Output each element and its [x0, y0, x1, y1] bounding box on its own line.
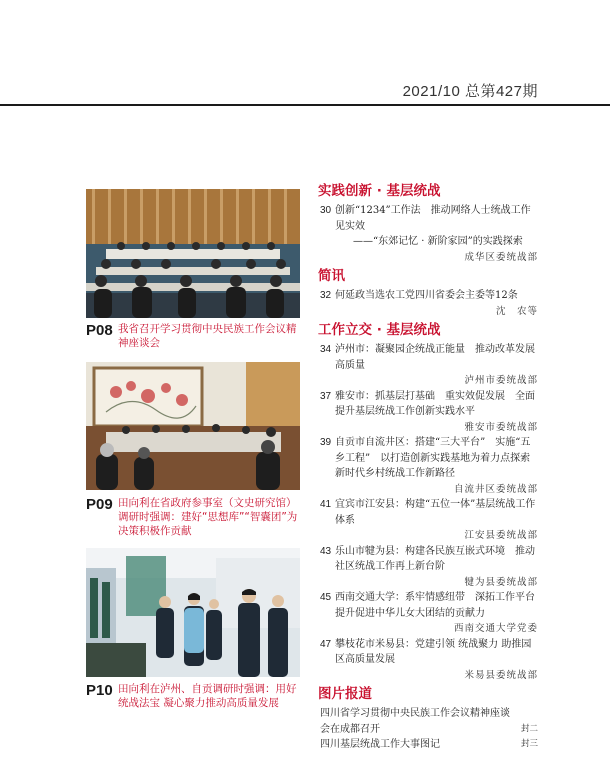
toc-entry[interactable]	[320, 544, 538, 591]
entry-title: 攀枝花市米易县：党建引领 统战聚力 助推园区高质量发展	[335, 638, 532, 665]
entry-author: 江安县委统战部	[464, 530, 538, 541]
entry-page: 封二	[520, 723, 538, 734]
entry-author: 犍为县委统战部	[464, 576, 538, 588]
entry-title: 自贡市自流井区：搭建“三大平台” 实施“五乡工程” 以打造创新实践基地为着力点探索新时代乡村统战工作新路径	[335, 437, 531, 479]
entry-page: 37	[320, 390, 332, 402]
entry-title: 创新“1234”工作法 推动网络人士统战工作见实效	[335, 205, 531, 232]
picture-report-entry[interactable]	[320, 737, 538, 753]
entry-page: 30	[320, 205, 332, 216]
toc-entry[interactable]	[320, 389, 538, 436]
toc-entry[interactable]	[320, 497, 538, 544]
entry-subtitle: ——“东郊记忆 · 新阶家园”的实践探索	[353, 236, 523, 247]
section-title: 实践创新 · 基层统战	[318, 183, 441, 199]
toc-entry[interactable]	[320, 203, 538, 265]
entry-title: 雅安市：抓基层打基础 重实效促发展 全面提升基层统战工作创新实践水平	[335, 390, 535, 417]
caption-p10	[86, 682, 306, 710]
entry-page: 41	[320, 499, 332, 510]
entry-page: 43	[320, 545, 332, 557]
toc-entry[interactable]	[320, 637, 538, 684]
toc-entry[interactable]	[320, 288, 538, 319]
section-title: 简讯	[318, 268, 345, 284]
entry-page: 39	[320, 437, 332, 448]
toc-entry[interactable]	[320, 590, 545, 637]
caption-text: 田向利在省政府参事室（文史研究馆）调研时强调：建好“思想库”“智囊团”为决策积极作贡献	[118, 497, 298, 537]
entry-title: 泸州市：凝聚园企统战正能量 推动改革发展高质量	[335, 344, 535, 371]
entry-author: 雅安市委统战部	[464, 421, 538, 433]
page-number: P10	[86, 682, 113, 699]
photo-conference-meeting	[86, 189, 300, 318]
caption-text: 田向利在泸州、自贡调研时强调：用好统战法宝 凝心聚力推动高质量发展	[118, 683, 297, 709]
entry-page: 封三	[520, 739, 538, 749]
toc-entry[interactable]	[320, 435, 538, 497]
caption-text: 我省召开学习贯彻中央民族工作会议精神座谈会	[118, 323, 297, 349]
entry-page: 45	[320, 592, 332, 603]
issue-number: 2021/10 总第427期	[402, 83, 538, 100]
page-number: P09	[86, 496, 113, 513]
entry-page: 32	[320, 290, 332, 301]
entry-author: 成华区委统战部	[464, 251, 538, 263]
entry-title: 宜宾市江安县：构建“五位一体”基层统战工作体系	[335, 499, 536, 526]
entry-title: 何延政当选农工党四川省委会主委等12条	[335, 290, 518, 301]
entry-author: 米易县委统战部	[464, 669, 538, 681]
toc-entry[interactable]	[320, 342, 538, 389]
entry-title: 乐山市犍为县：构建各民族互嵌式环境 推动社区统战工作再上新台阶	[335, 545, 535, 572]
picture-report-entry[interactable]	[320, 706, 538, 737]
table-of-contents	[318, 180, 545, 753]
entry-author: 西南交通大学党委	[453, 623, 538, 634]
section-title: 图片报道	[318, 686, 372, 702]
photo-office-meeting	[86, 362, 300, 490]
entry-title: 四川基层统战工作大事图记	[320, 739, 440, 750]
photo-exhibition-visit	[86, 548, 300, 677]
entry-title: 四川省学习贯彻中央民族工作会议精神座谈会在成都召开	[320, 708, 510, 735]
entry-page: 34	[320, 344, 332, 355]
caption-p09	[86, 496, 306, 538]
page-number: P08	[86, 322, 113, 339]
entry-title: 西南交通大学：系牢情感纽带 深拓工作平台 提升促进中华儿女大团结的贡献力	[335, 592, 545, 619]
caption-p08	[86, 322, 306, 350]
entry-author: 沈 农等	[495, 305, 538, 317]
section-title: 工作立交 · 基层统战	[318, 322, 441, 338]
entry-author: 泸州市委统战部	[464, 375, 538, 386]
header-rule	[0, 104, 610, 106]
entry-page: 47	[320, 638, 332, 650]
entry-author: 自流井区委统战部	[453, 483, 538, 495]
